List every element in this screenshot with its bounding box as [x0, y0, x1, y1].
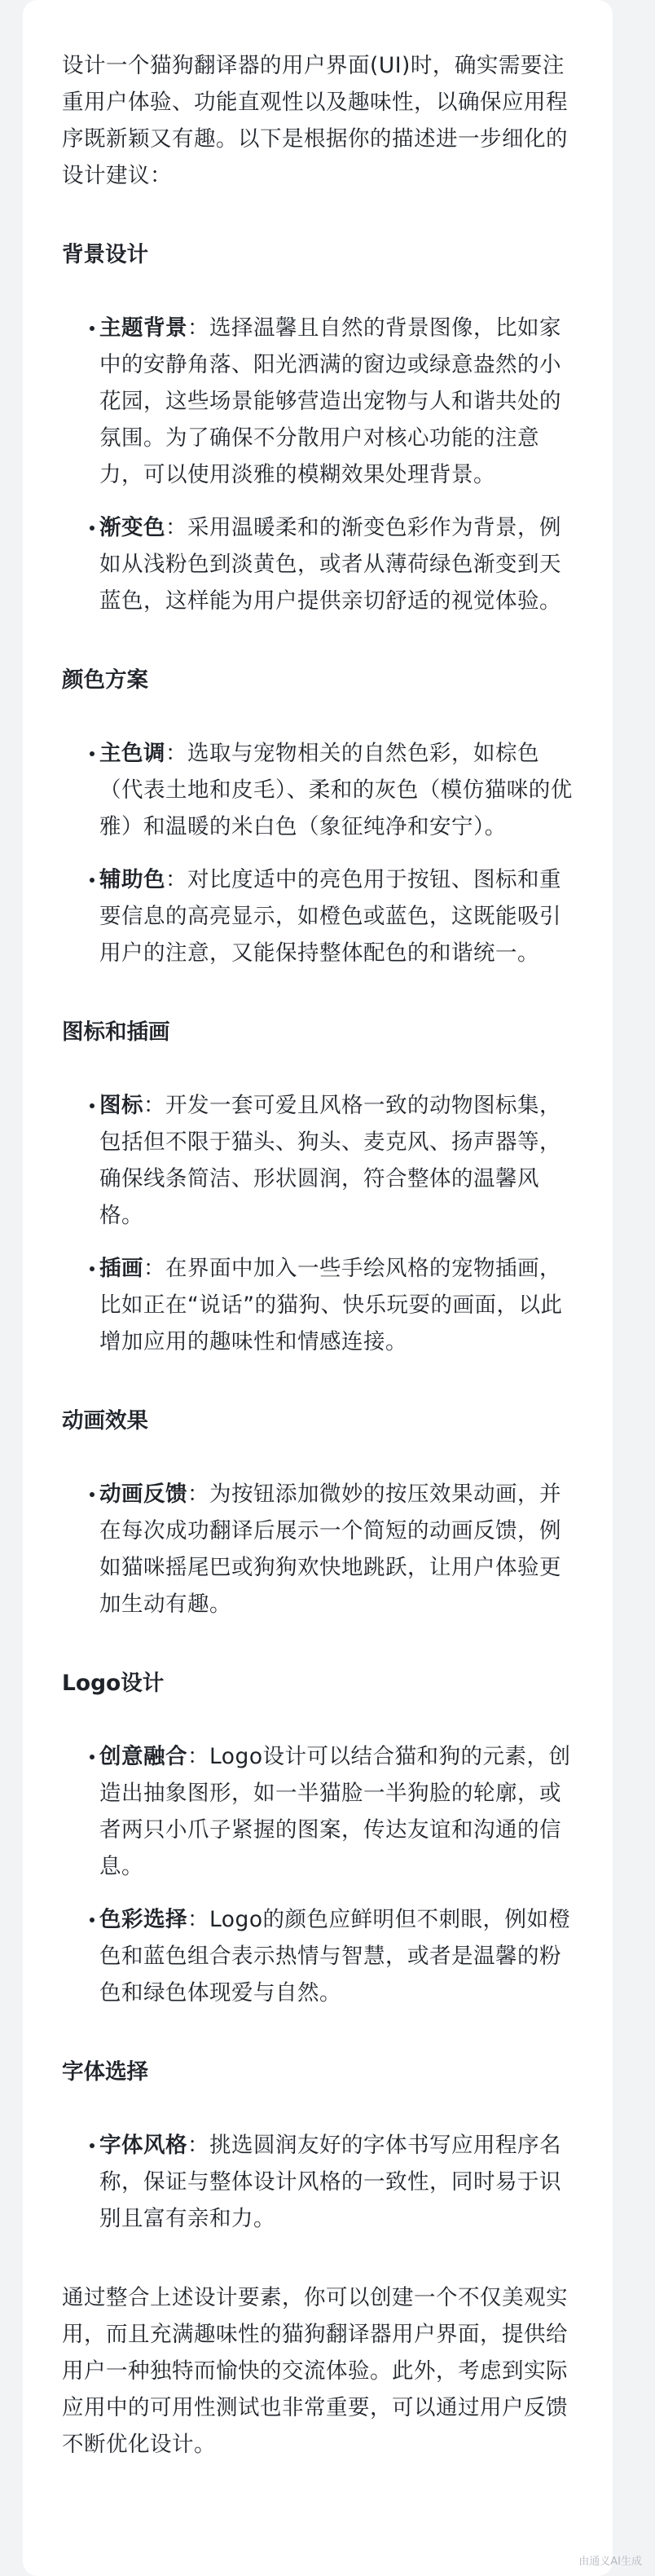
section-title: 图标和插画 — [62, 1019, 170, 1045]
bullet-label: 色彩选择 — [99, 1907, 187, 1932]
bullet-label: 插画 — [99, 1256, 143, 1281]
bullet-list — [99, 1738, 574, 2011]
bullet-dot-icon — [90, 1755, 95, 1759]
bullet-dot-icon — [90, 878, 95, 883]
intro-paragraph: 设计一个猫狗翻译器的用户界面(UI)时，确实需要注重用户体验、功能直观性以及趣味性，以确保应用程序既新颖又有趣。以下是根据你的描述进一步细化的设计建议： — [62, 53, 568, 188]
section-animation — [62, 1402, 574, 1623]
bullet-text: ：在界面中加入一些手绘风格的宠物插画，比如正在“说话”的猫狗、快乐玩耍的画面，以此增加应用的趣味性和情感连接。 — [99, 1256, 563, 1354]
bullet-text: ：采用温暖柔和的渐变色彩作为背景，例如从浅粉色到淡黄色，或者从薄荷绿色渐变到天蓝色，这样能为用户提供亲切舒适的视觉体验。 — [99, 515, 561, 614]
watermark: 由通义AI生成 — [578, 2556, 642, 2568]
section-title: 动画效果 — [62, 1408, 148, 1433]
bullet-item — [99, 735, 574, 845]
bullet-list — [99, 735, 574, 971]
bullet-item — [99, 1250, 574, 1360]
bullet-dot-icon — [90, 2143, 95, 2148]
bullet-item — [99, 1738, 574, 1885]
bullet-dot-icon — [90, 1492, 95, 1497]
section-title: Logo设计 — [62, 1671, 165, 1696]
bullet-dot-icon — [90, 1918, 95, 1922]
bullet-text: ：开发一套可爱且风格一致的动物图标集，包括但不限于猫头、狗头、麦克风、扬声器等，确保线条简洁、形状圆润，符合整体的温馨风格。 — [99, 1093, 561, 1228]
bullet-dot-icon — [90, 526, 95, 531]
bullet-list — [99, 2127, 574, 2237]
bullet-dot-icon — [90, 1103, 95, 1108]
bullet-item — [99, 2127, 574, 2237]
bullet-text: ：挑选圆润友好的字体书写应用程序名称，保证与整体设计风格的一致性，同时易于识别且富有亲和力。 — [99, 2133, 561, 2231]
section-typography — [62, 2054, 574, 2237]
bullet-dot-icon — [90, 1266, 95, 1271]
bullet-text: ：Logo的颜色应鲜明但不刺眼，例如橙色和蓝色组合表示热情与智慧，或者是温馨的粉色和绿色体现爱与自然。 — [99, 1907, 571, 2006]
bullet-list — [99, 1087, 574, 1360]
bullet-list — [99, 310, 574, 619]
bullet-item — [99, 861, 574, 971]
bullet-text: ：选择温馨且自然的背景图像，比如家中的安静角落、阳光洒满的窗边或绿意盎然的小花园，这些场景能够营造出宠物与人和谐共处的氛围。为了确保不分散用户对核心功能的注意力，可以使用淡雅的模糊效果处理背景。 — [99, 315, 561, 487]
bullet-list — [99, 1476, 574, 1623]
bullet-item — [99, 1087, 574, 1234]
bullet-label: 图标 — [99, 1093, 143, 1118]
bullet-text: ：Logo设计可以结合猫和狗的元素，创造出抽象图形，如一半猫脸一半狗脸的轮廓，或者两只小爪子紧握的图案，传达友谊和沟通的信息。 — [99, 1744, 571, 1879]
section-title: 背景设计 — [62, 242, 148, 267]
bullet-dot-icon — [90, 751, 95, 756]
bullet-label: 创意融合 — [99, 1744, 187, 1769]
section-title: 颜色方案 — [62, 667, 148, 693]
bullet-label: 动画反馈 — [99, 1482, 187, 1507]
section-logo — [62, 1665, 574, 2011]
response-card — [23, 0, 613, 2576]
bullet-item — [99, 1476, 574, 1623]
bullet-item — [99, 509, 574, 619]
bullet-text: ：对比度适中的亮色用于按钮、图标和重要信息的高亮显示，如橙色或蓝色，这既能吸引用户的注意，又能保持整体配色的和谐统一。 — [99, 867, 561, 966]
section-icons-illustrations — [62, 1014, 574, 1360]
bullet-text: ：为按钮添加微妙的按压效果动画，并在每次成功翻译后展示一个简短的动画反馈，例如猫咪摇尾巴或狗狗欢快地跳跃，让用户体验更加生动有趣。 — [99, 1482, 561, 1617]
section-color-scheme — [62, 662, 574, 971]
bullet-label: 辅助色 — [99, 867, 165, 892]
bullet-label: 主题背景 — [99, 315, 187, 341]
bullet-dot-icon — [90, 326, 95, 331]
bullet-label: 渐变色 — [99, 515, 165, 540]
bullet-label: 字体风格 — [99, 2133, 187, 2158]
bullet-text: ：选取与宠物相关的自然色彩，如棕色（代表土地和皮毛）、柔和的灰色（模仿猫咪的优雅）和温暖的米白色（象征纯净和安宁）。 — [99, 741, 573, 839]
bullet-item — [99, 1901, 574, 2011]
section-background — [62, 236, 574, 619]
conclusion-paragraph: 通过整合上述设计要素，你可以创建一个不仅美观实用，而且充满趣味性的猫狗翻译器用户界面，提供给用户一种独特而愉快的交流体验。此外，考虑到实际应用中的可用性测试也非常重要，可以通过用户反馈不断优化设计。 — [62, 2285, 568, 2457]
bullet-item — [99, 310, 574, 493]
bullet-label: 主色调 — [99, 741, 165, 766]
section-title: 字体选择 — [62, 2059, 148, 2085]
